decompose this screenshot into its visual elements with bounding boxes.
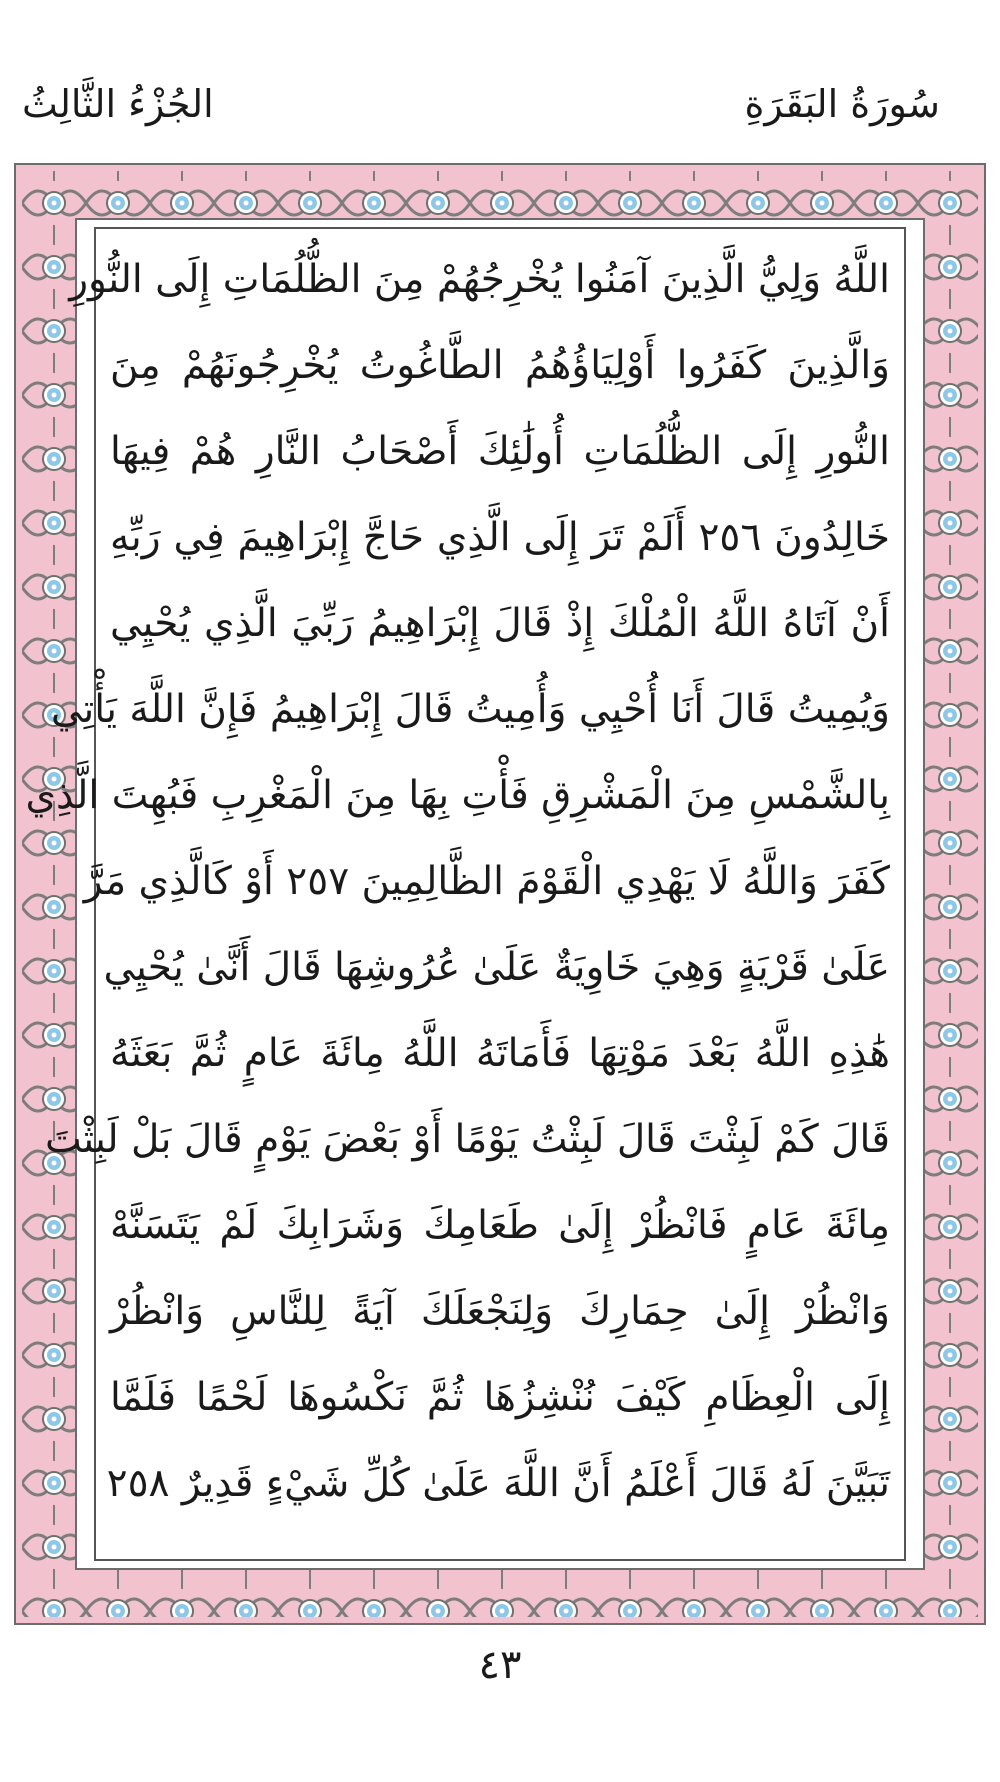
surah-name: سُورَةُ البَقَرَةِ: [744, 82, 940, 126]
page-header: [0, 82, 1000, 142]
verse-line-10: هَٰذِهِ اللَّهُ بَعْدَ مَوْتِهَا فَأَمَاتَهُ اللَّهُ مِائَةَ عَامٍ ثُمَّ بَعَثَهُ: [110, 1031, 890, 1076]
verse-line-13: وَانْظُرْ إِلَىٰ حِمَارِكَ وَلِنَجْعَلَكَ آيَةً لِلنَّاسِ وَانْظُرْ: [110, 1289, 890, 1334]
verse-line-15: تَبَيَّنَ لَهُ قَالَ أَعْلَمُ أَنَّ اللَّهَ عَلَىٰ كُلِّ شَيْءٍ قَدِيرٌ ٢٥٨: [106, 1461, 890, 1506]
verse-line-7: بِالشَّمْسِ مِنَ الْمَشْرِقِ فَأْتِ بِهَا مِنَ الْمَغْرِبِ فَبُهِتَ الَّذِي: [25, 773, 890, 818]
verse-lines: [25, 237, 890, 1551]
verse-line-6: وَيُمِيتُ قَالَ أَنَا أُحْيِي وَأُمِيتُ قَالَ إِبْرَاهِيمُ فَإِنَّ اللَّهَ يَأْتِي: [50, 687, 890, 732]
verse-line-9: عَلَىٰ قَرْيَةٍ وَهِيَ خَاوِيَةٌ عَلَىٰ عُرُوشِهَا قَالَ أَنَّىٰ يُحْيِي: [103, 945, 890, 990]
verse-line-11: قَالَ كَمْ لَبِثْتَ قَالَ لَبِثْتُ يَوْمًا أَوْ بَعْضَ يَوْمٍ قَالَ بَلْ لَبِثْتَ: [44, 1117, 890, 1162]
verse-line-2: وَالَّذِينَ كَفَرُوا أَوْلِيَاؤُهُمُ الطَّاغُوتُ يُخْرِجُونَهُمْ مِنَ: [110, 343, 890, 388]
verse-line-12: مِائَةَ عَامٍ فَانْظُرْ إِلَىٰ طَعَامِكَ وَشَرَابِكَ لَمْ يَتَسَنَّهْ: [110, 1203, 890, 1248]
verse-line-4: خَالِدُونَ ٢٥٦ أَلَمْ تَرَ إِلَى الَّذِي حَاجَّ إِبْرَاهِيمَ فِي رَبِّهِ: [110, 515, 890, 560]
verse-line-8: كَفَرَ وَاللَّهُ لَا يَهْدِي الْقَوْمَ الظَّالِمِينَ ٢٥٧ أَوْ كَالَّذِي مَرَّ: [83, 859, 890, 904]
verse-line-14: إِلَى الْعِظَامِ كَيْفَ نُنْشِزُهَا ثُمَّ نَكْسُوهَا لَحْمًا فَلَمَّا: [110, 1375, 890, 1420]
verse-text-area: [25, 227, 906, 1561]
juz-name: الجُزْءُ الثَّالِثُ: [22, 82, 214, 126]
verse-line-3: النُّورِ إِلَى الظُّلُمَاتِ أُولَٰئِكَ أَصْحَابُ النَّارِ هُمْ فِيهَا: [110, 429, 890, 474]
page-number: ٤٣: [478, 1642, 522, 1688]
ornamental-frame: [14, 163, 986, 1625]
verse-line-1: اللَّهُ وَلِيُّ الَّذِينَ آمَنُوا يُخْرِجُهُمْ مِنَ الظُّلُمَاتِ إِلَى النُّورِ: [69, 257, 890, 302]
verse-line-5: أَنْ آتَاهُ اللَّهُ الْمُلْكَ إِذْ قَالَ إِبْرَاهِيمُ رَبِّيَ الَّذِي يُحْيِي: [110, 601, 890, 646]
